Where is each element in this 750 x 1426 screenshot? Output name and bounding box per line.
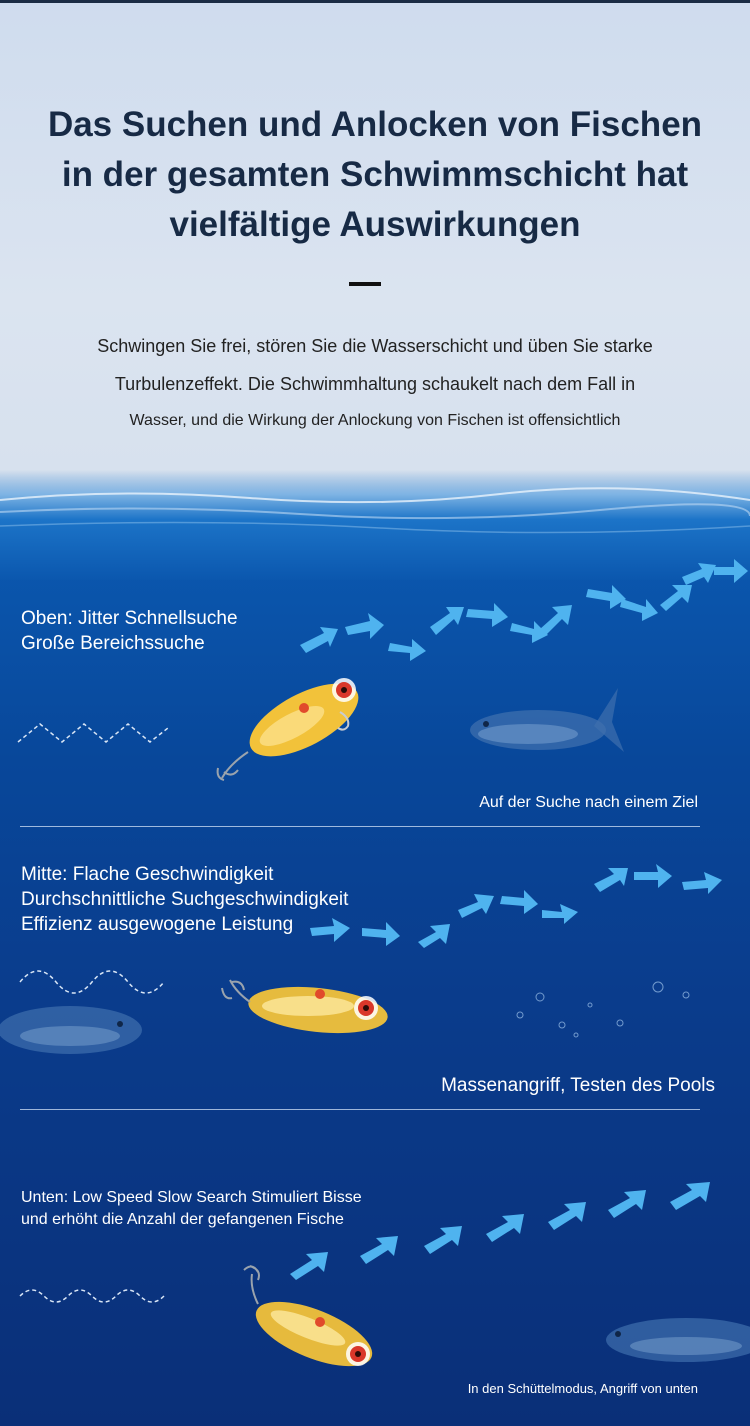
fish-icon — [468, 682, 628, 772]
section-top-caption: Auf der Suche nach einem Ziel — [479, 794, 698, 811]
label-line: Oben: Jitter Schnellsuche — [21, 608, 238, 629]
label-line: Effizienz ausgewogene Leistung — [21, 914, 294, 935]
section-top-label — [21, 606, 238, 656]
section-divider — [20, 1109, 700, 1110]
lure-icon — [212, 668, 372, 786]
label-line: und erhöht die Anzahl der gefangenen Fische — [21, 1211, 344, 1228]
label-line: Große Bereichssuche — [21, 633, 205, 654]
title-line: Das Suchen und Anlocken von Fischen — [47, 105, 703, 144]
swim-path-arrows-icon — [300, 555, 750, 665]
intro-text: Turbulenzeffekt. Die Schwimmhaltung schaukelt nach dem Fall in — [114, 374, 636, 394]
zigzag-wave-icon — [18, 718, 168, 748]
section-middle-caption: Massenangriff, Testen des Pools — [441, 1075, 715, 1096]
fish-icon — [596, 1300, 750, 1380]
lure-icon — [228, 1262, 388, 1382]
top-border — [0, 0, 750, 3]
fish-icon — [0, 990, 145, 1070]
intro-text: Schwingen Sie frei, stören Sie die Wasserschicht und üben Sie starke — [97, 336, 653, 356]
wave-line-icon — [20, 1278, 170, 1308]
bubbles-icon — [500, 975, 720, 1045]
title-line: vielfältige Auswirkungen — [169, 205, 581, 244]
label-line: Durchschnittliche Suchgeschwindigkeit — [21, 889, 349, 910]
intro-text: Wasser, und die Wirkung der Anlockung von Fischen ist offensichtlich — [129, 412, 621, 429]
label-line: Unten: Low Speed Slow Search Stimuliert Bisse — [21, 1189, 362, 1206]
label-line: Mitte: Flache Geschwindigkeit — [21, 864, 274, 885]
section-bottom-caption: In den Schüttelmodus, Angriff von unten — [467, 1381, 698, 1396]
swim-path-arrows-icon — [310, 862, 730, 952]
wave-line-icon — [20, 960, 170, 990]
title-divider — [349, 282, 381, 286]
section-divider — [20, 826, 700, 827]
section-middle-label — [21, 862, 348, 937]
lure-icon — [208, 958, 398, 1058]
title-line: in der gesamten Schwimmschicht hat — [61, 155, 689, 194]
page-title — [25, 100, 725, 250]
